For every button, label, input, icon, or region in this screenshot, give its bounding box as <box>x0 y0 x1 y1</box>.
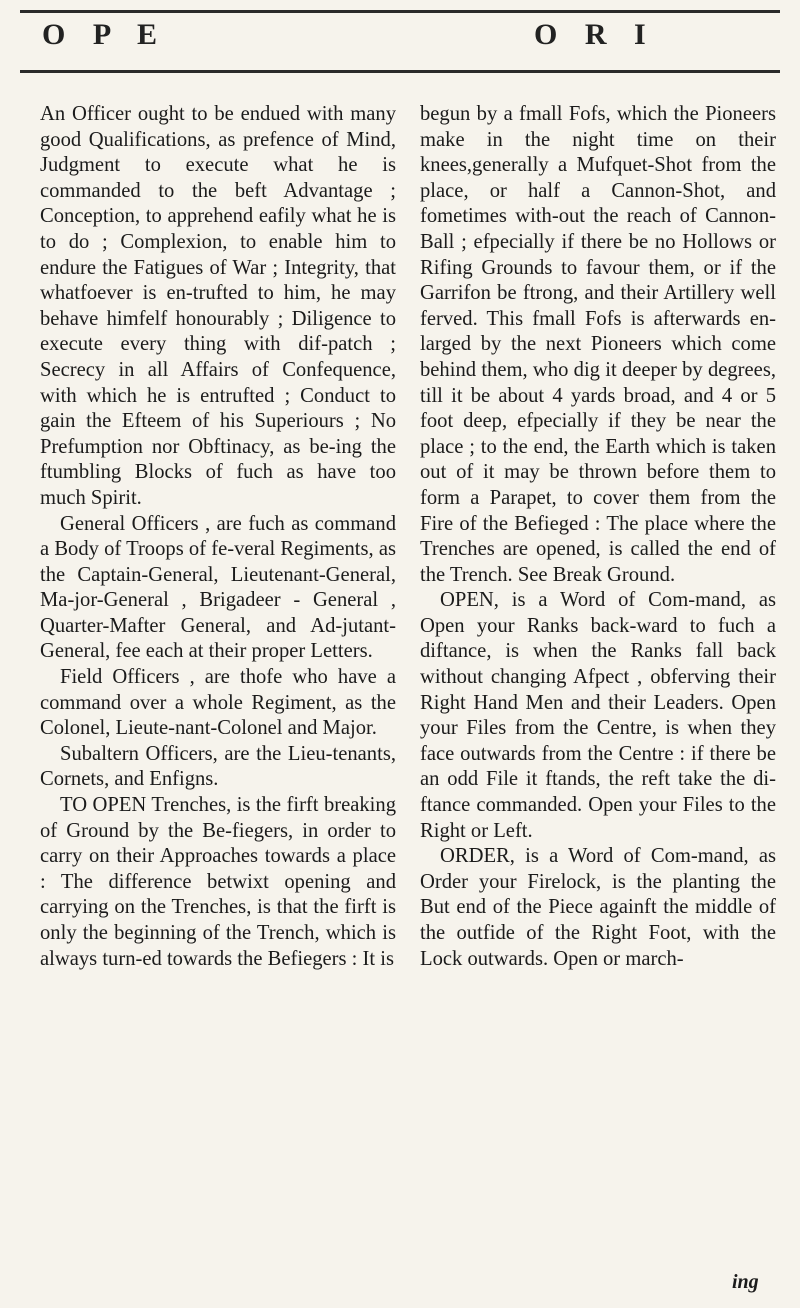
right-headword: O R I <box>534 18 656 51</box>
entry-open-trenches-continued: begun by a fmall Fofs, which the Pioneers make in the night time on their knees,generally a Mufquet-Shot from the place, or half a Cannon-Shot, and fometimes with-out the reach of Cannon-Ball ; efpecially if there be no Hollows or Rifing Grounds to favour them, or if the Garrifon be ftrong, and their Artillery well ferved. This fmall Fofs is afterwards en-larged by the next Pioneers which come behind them, who dig it deeper by degrees, till it be about 4 yards broad, and 4 or 5 foot deep, efpecially if they be near the place ; to the end, the Earth which is taken out of it may be thrown before them to form a Parapet, to cover them from the Fire of the Befieged : The place where the Trenches are opened, is called the end of the Trench. See Break Ground. <box>420 103 776 586</box>
entry-order: ORDER, is a Word of Com-mand, as Order your Firelock, is the planting the But end of the Piece againft the middle of the outfide of the Right Foot, with the Lock outwards. Open or march- <box>420 845 776 970</box>
catchword: ing <box>732 1271 759 1293</box>
header-top-rule <box>20 10 780 13</box>
left-headword: O P E <box>42 18 168 51</box>
entry-field-officers: Field Officers , are thofe who have a command over a whole Regiment, as the Colonel, Lieute-nant-Colonel and Major. <box>40 666 396 740</box>
left-column <box>40 102 396 972</box>
right-column <box>420 102 776 972</box>
entry-officer: An Officer ought to be endued with many good Qualifications, as prefence of Mind, Judgment to execute what he is commanded to the beft Advantage ; Conception, to apprehend eafily what he is to do ; Complexion, to enable him to endure the Fatigues of War ; Integrity, that whatfoever is en-trufted to him, he may behave himfelf honourably ; Diligence to execute every thing with dif-patch ; Secrecy in all Affairs of Confequence, with which he is entrufted ; Conduct to gain the Efteem of his Superiours ; No Prefumption nor Obftinacy, as be-ing the ftumbling Blocks of fuch as have too much Spirit. <box>40 103 396 509</box>
running-header <box>0 0 800 84</box>
header-bottom-rule <box>20 70 780 73</box>
entry-open: OPEN, is a Word of Com-mand, as Open your Ranks back-ward to fuch a diftance, is when the Ranks fall back without changing Afpect , obferving their Right Hand Men and their Leaders. Open your Files from the Centre, is when they face outwards from the Centre : if there be an odd File it ftands, the reft take the di-ftance commanded. Open your Files to the Right or Left. <box>420 589 776 842</box>
entry-subaltern-officers: Subaltern Officers, are the Lieu-tenants, Cornets, and Enfigns. <box>40 742 396 791</box>
entry-general-officers: General Officers , are fuch as command a Body of Troops of fe-veral Regiments, as the Captain-General, Lieutenant-General, Ma-jor-General , Brigadeer - General , Quarter-Mafter General, and Ad-jutant-General, fee each at their proper Letters. <box>40 512 396 663</box>
entry-open-trenches: TO OPEN Trenches, is the firft breaking of Ground by the Be-fiegers, in order to carry on their Approaches towards a place : The difference betwixt opening and carrying on the Trenches, is that the firft is only the beginning of the Trench, which is always turn-ed towards the Befiegers : It is <box>40 794 396 970</box>
